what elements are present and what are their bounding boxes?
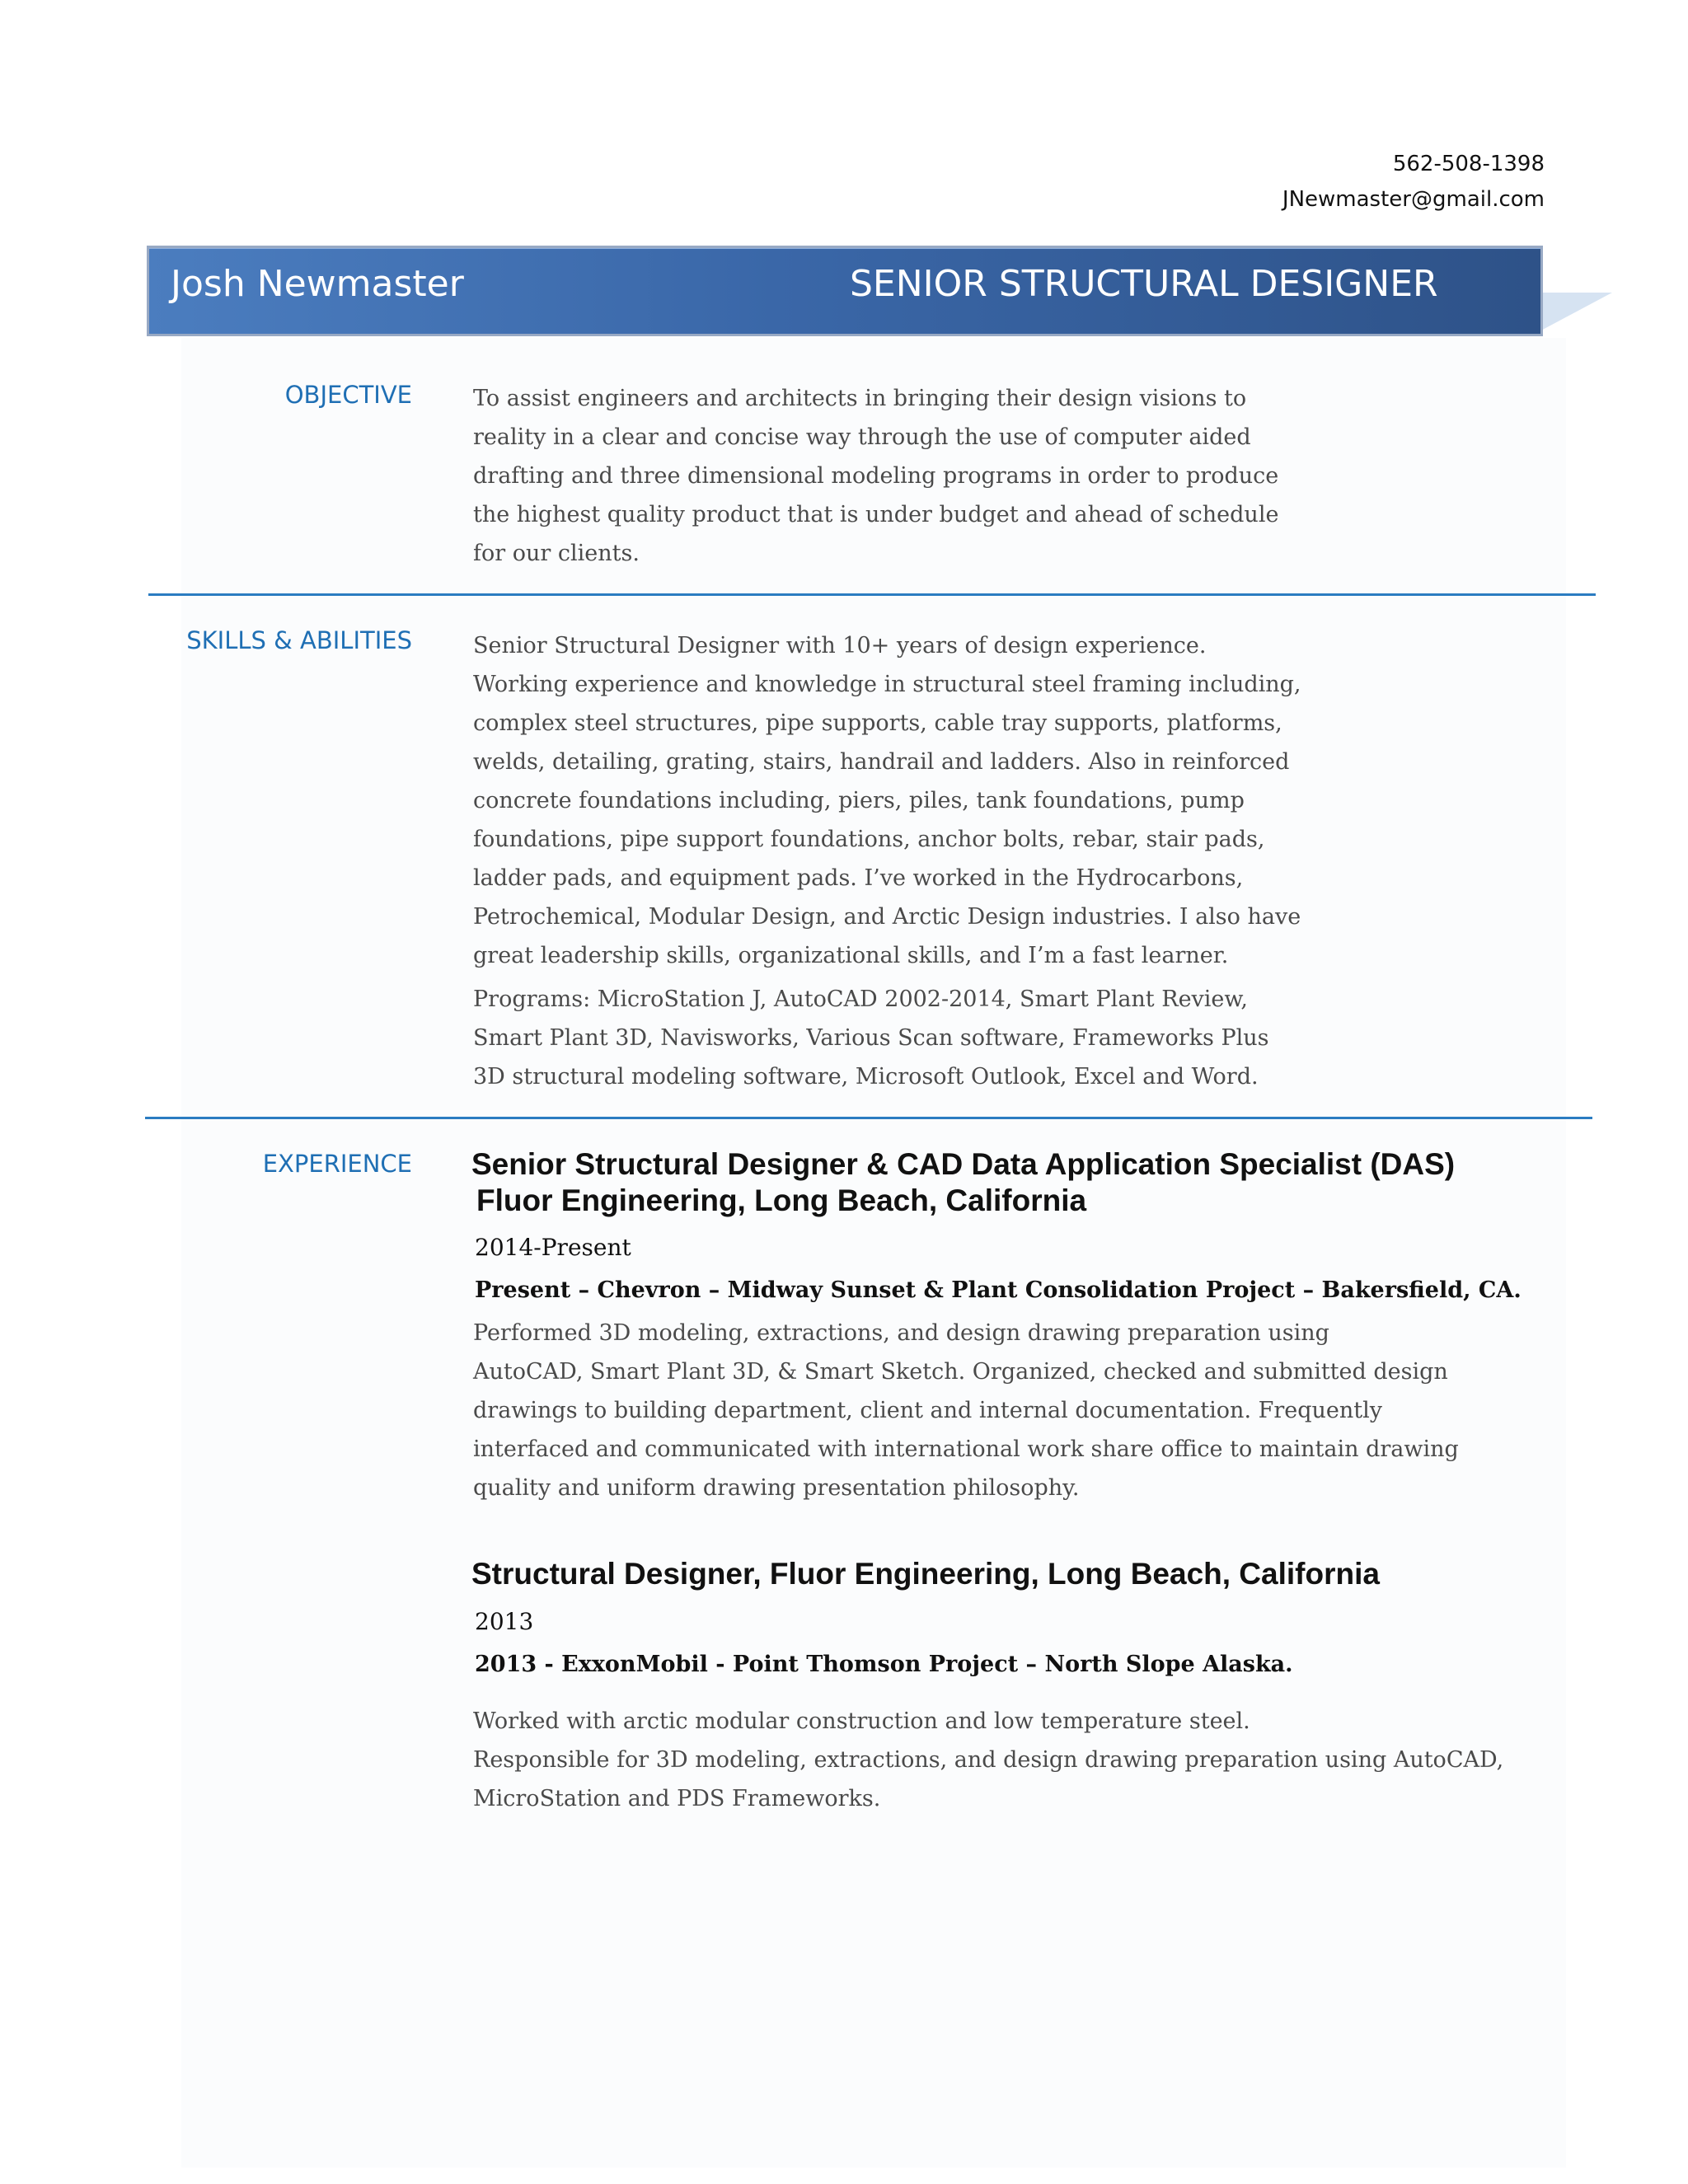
skills-text (473, 626, 1301, 975)
job-title-line: Structural Designer, Fluor Engineering, Long Beach, California (471, 1557, 1380, 1591)
programs-line: 3D structural modeling software, Microsoft Outlook, Excel and Word. (473, 1064, 1259, 1090)
job-title (471, 1556, 1380, 1592)
programs-line: Programs: MicroStation J, AutoCAD 2002-2014, Smart Plant Review, (473, 987, 1248, 1012)
description-line: AutoCAD, Smart Plant 3D, & Smart Sketch. Organized, checked and submitted design (473, 1359, 1448, 1385)
description-line: MicroStation and PDS Frameworks. (473, 1786, 881, 1811)
description-line: Worked with arctic modular construction and low temperature steel. (473, 1708, 1250, 1734)
job-description (473, 1702, 1503, 1818)
skills-line: Working experience and knowledge in structural steel framing including, (473, 672, 1301, 697)
job-title-line: Senior Structural Designer & CAD Data Application Specialist (DAS) (471, 1147, 1456, 1181)
objective-line: To assist engineers and architects in bringing their design visions to (473, 386, 1247, 411)
description-line: Responsible for 3D modeling, extractions, and design drawing preparation using AutoCAD, (473, 1747, 1504, 1773)
email-address: JNewmaster@gmail.com (1282, 187, 1545, 212)
skills-line: great leadership skills, organizational skills, and I’m a fast learner. (473, 943, 1229, 968)
skills-line: foundations, pipe support foundations, anchor bolts, rebar, stair pads, (473, 827, 1265, 852)
project-line: 2013 - ExxonMobil - Point Thomson Project – North Slope Alaska. (475, 1652, 1293, 1677)
objective-heading: OBJECTIVE (284, 381, 412, 409)
skills-line: complex steel structures, pipe supports, cable tray supports, platforms, (473, 710, 1282, 736)
skills-line: welds, detailing, grating, stairs, handrail and ladders. Also in reinforced (473, 749, 1290, 775)
programs-text (473, 980, 1269, 1096)
skills-heading: SKILLS & ABILITIES (186, 626, 412, 654)
section-divider (148, 593, 1596, 596)
objective-line: for our clients. (473, 541, 640, 566)
candidate-name: Josh Newmaster (171, 263, 464, 305)
objective-line: reality in a clear and concise way through the use of computer aided (473, 424, 1251, 450)
page-background (181, 338, 1566, 2168)
description-line: Performed 3D modeling, extractions, and design drawing preparation using (473, 1320, 1329, 1346)
section-divider (145, 1117, 1592, 1119)
job-title-line: Fluor Engineering, Long Beach, California (476, 1183, 1087, 1217)
job-title (471, 1146, 1455, 1219)
skills-line: concrete foundations including, piers, piles, tank foundations, pump (473, 788, 1245, 813)
objective-text (473, 379, 1278, 573)
experience-heading: EXPERIENCE (262, 1150, 412, 1178)
skills-line: Senior Structural Designer with 10+ years of design experience. (473, 633, 1207, 658)
skills-line: ladder pads, and equipment pads. I’ve worked in the Hydrocarbons, (473, 865, 1244, 891)
phone-number: 562-508-1398 (1392, 152, 1545, 176)
job-dates: 2013 (475, 1608, 534, 1635)
skills-line: Petrochemical, Modular Design, and Arctic Design industries. I also have (473, 904, 1301, 930)
job-headline: SENIOR STRUCTURAL DESIGNER (850, 263, 1438, 305)
objective-line: drafting and three dimensional modeling programs in order to produce (473, 463, 1279, 489)
banner-shadow (1538, 293, 1612, 332)
project-line: Present – Chevron – Midway Sunset & Plant Consolidation Project – Bakersfield, CA. (475, 1277, 1522, 1303)
objective-line: the highest quality product that is under budget and ahead of schedule (473, 502, 1279, 527)
description-line: quality and uniform drawing presentation philosophy. (473, 1475, 1080, 1501)
job-dates: 2014-Present (475, 1234, 631, 1261)
job-description (473, 1314, 1459, 1507)
contact-block (1282, 147, 1545, 218)
description-line: drawings to building department, client and internal documentation. Frequently (473, 1398, 1383, 1423)
description-line: interfaced and communicated with international work share office to maintain drawing (473, 1436, 1459, 1462)
programs-line: Smart Plant 3D, Navisworks, Various Scan software, Frameworks Plus (473, 1025, 1269, 1051)
header-banner (147, 246, 1543, 336)
